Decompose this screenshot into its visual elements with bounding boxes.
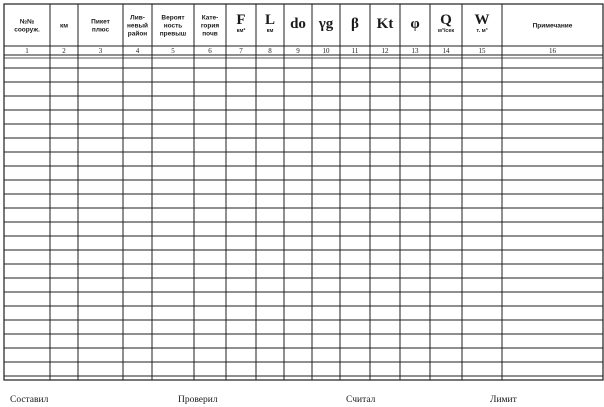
column-header-phi: [410, 16, 419, 32]
column-header-symbol: φ: [410, 16, 420, 32]
column-header-line: км: [59, 22, 69, 30]
column-header-line: плюс: [91, 26, 110, 34]
column-header-unit: км: [266, 28, 274, 34]
column-header-k-factor: [377, 16, 394, 32]
column-number-2: 2: [62, 47, 66, 55]
column-numbers: [25, 47, 556, 55]
column-header-line: превыш: [159, 30, 187, 38]
column-number-14: 14: [442, 47, 450, 55]
column-header-symbol: β: [351, 16, 359, 32]
table-grid: [4, 4, 603, 380]
column-header-line: почв: [202, 30, 218, 38]
column-header-length: [265, 12, 275, 34]
column-header-symbol: Kt: [376, 16, 394, 32]
footer-compiled: Составил: [10, 395, 49, 405]
column-header-symbol: Q: [440, 12, 452, 28]
column-header-beta: [351, 16, 359, 32]
column-header-line: район: [127, 30, 148, 38]
column-number-1: 1: [25, 47, 29, 55]
column-header-symbol: W: [474, 12, 490, 28]
column-header-line: ность: [163, 22, 183, 30]
column-number-10: 10: [322, 47, 330, 55]
column-header-structure-number: [14, 19, 40, 34]
column-header-unit: т. м³: [476, 28, 488, 34]
column-header-unit: м³/сек: [437, 28, 455, 34]
column-header-line: Примечание: [532, 22, 573, 30]
column-number-12: 12: [381, 47, 389, 55]
column-header-line: Пикет: [91, 18, 110, 26]
column-header-symbol: do: [290, 16, 306, 32]
column-header-storm-region: [127, 15, 148, 38]
column-header-line: сооруж.: [14, 26, 40, 34]
column-header-symbol: L: [264, 12, 276, 28]
column-header-exceedance-probability: [160, 15, 186, 38]
signature-footer: [10, 395, 518, 405]
column-header-gamma-g: [318, 16, 334, 32]
column-header-soil-category: [201, 15, 220, 38]
column-header-catchment-area: [236, 12, 245, 34]
column-header-line: Лив-: [130, 14, 145, 22]
column-number-7: 7: [239, 47, 243, 55]
column-number-11: 11: [351, 47, 359, 55]
column-header-symbol: F: [236, 12, 246, 28]
column-number-3: 3: [98, 47, 103, 55]
column-header-km: [60, 23, 68, 30]
column-header-symbol: γg: [318, 16, 334, 32]
column-header-line: невый: [126, 22, 149, 30]
column-header-line: №№: [19, 18, 35, 26]
column-number-4: 4: [135, 47, 140, 55]
column-number-16: 16: [549, 47, 556, 55]
column-header-unit: км²: [236, 28, 246, 34]
column-number-8: 8: [268, 47, 272, 55]
column-number-5: 5: [171, 47, 175, 55]
column-header-volume: [475, 12, 490, 34]
column-header-line: гория: [200, 22, 220, 30]
footer-checked: Проверил: [178, 395, 218, 405]
footer-calculated: Считал: [346, 395, 376, 405]
column-header-d0: [290, 16, 306, 32]
column-number-13: 13: [411, 47, 419, 55]
column-header-line: Вероят: [161, 14, 185, 22]
table-border: [4, 4, 603, 380]
column-header-picket-plus: [91, 19, 110, 34]
column-headers: [14, 12, 573, 38]
column-number-15: 15: [478, 47, 486, 55]
column-number-6: 6: [208, 47, 212, 55]
column-number-9: 9: [296, 47, 300, 55]
column-header-discharge: [438, 12, 455, 34]
column-header-line: Кате-: [201, 14, 219, 22]
column-header-note: [533, 23, 573, 30]
footer-limit: Лимит: [490, 395, 517, 405]
